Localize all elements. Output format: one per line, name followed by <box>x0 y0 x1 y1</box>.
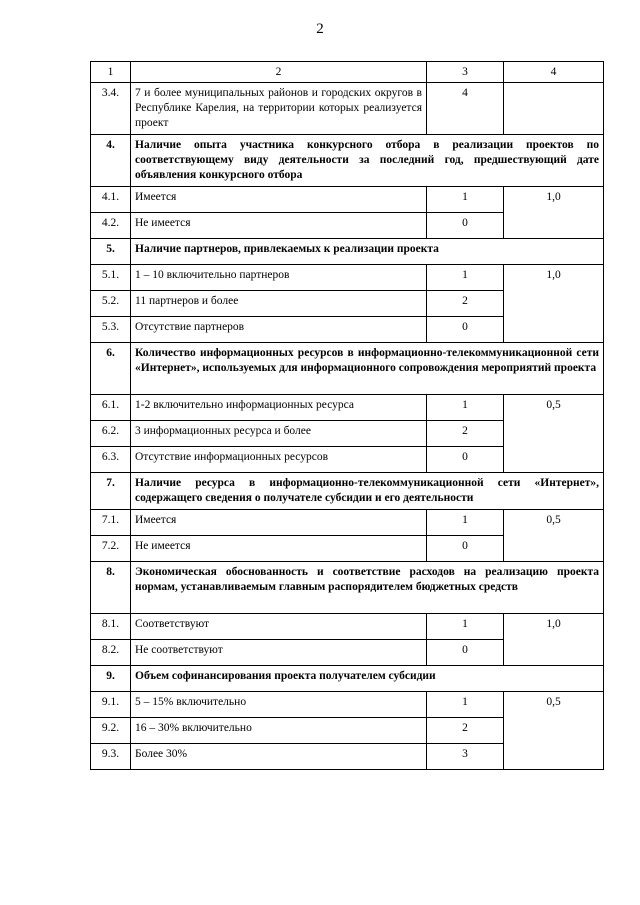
row-number: 5.3. <box>91 317 131 343</box>
section-number: 5. <box>91 239 131 265</box>
table-row <box>91 692 604 718</box>
option-text: 7 и более муниципальных районов и городских округов в Республике Карелия, на территории которых реализуется проект <box>131 83 427 135</box>
table-row <box>91 614 604 640</box>
table-row <box>91 395 604 421</box>
column-header: 2 <box>131 62 427 83</box>
row-number: 9.3. <box>91 744 131 770</box>
section-title: Наличие партнеров, привлекаемых к реализации проекта <box>131 239 604 265</box>
column-header: 4 <box>504 62 604 83</box>
section-row <box>91 666 604 692</box>
option-text: 5 – 15% включительно <box>131 692 427 718</box>
row-number: 7.2. <box>91 536 131 562</box>
option-text: Не соответствуют <box>131 640 427 666</box>
option-text: 1 – 10 включительно партнеров <box>131 265 427 291</box>
option-score: 1 <box>427 187 504 213</box>
option-text: Имеется <box>131 187 427 213</box>
section-number: 6. <box>91 343 131 395</box>
section-row <box>91 135 604 187</box>
row-number: 5.2. <box>91 291 131 317</box>
row-number: 9.1. <box>91 692 131 718</box>
criteria-table <box>90 61 604 770</box>
option-score: 0 <box>427 640 504 666</box>
weight-cell: 0,5 <box>504 692 604 770</box>
weight-cell: 1,0 <box>504 614 604 666</box>
option-text: 1-2 включительно информационных ресурса <box>131 395 427 421</box>
weight-cell: 1,0 <box>504 265 604 343</box>
section-number: 8. <box>91 562 131 614</box>
option-text: Не имеется <box>131 213 427 239</box>
table-row <box>91 83 604 135</box>
table-header-row <box>91 62 604 83</box>
column-header: 3 <box>427 62 504 83</box>
row-number: 9.2. <box>91 718 131 744</box>
section-title: Наличие ресурса в информационно-телекоммуникационной сети «Интернет», содержащего сведения о получателе субсидии и его деятельности <box>131 473 604 510</box>
row-number: 4.1. <box>91 187 131 213</box>
table-row <box>91 510 604 536</box>
option-text: Имеется <box>131 510 427 536</box>
option-text: 16 – 30% включительно <box>131 718 427 744</box>
option-score: 4 <box>427 83 504 135</box>
section-number: 9. <box>91 666 131 692</box>
weight-cell: 0,5 <box>504 510 604 562</box>
weight-cell: 1,0 <box>504 187 604 239</box>
option-score: 2 <box>427 718 504 744</box>
option-score: 2 <box>427 421 504 447</box>
section-title: Наличие опыта участника конкурсного отбора в реализации проектов по соответствующему виду деятельности за последний год, предшествующий дате объявления конкурсного отбора <box>131 135 604 187</box>
option-text: Более 30% <box>131 744 427 770</box>
option-score: 1 <box>427 692 504 718</box>
option-score: 1 <box>427 395 504 421</box>
option-text: Соответствуют <box>131 614 427 640</box>
section-row <box>91 562 604 614</box>
row-number: 6.1. <box>91 395 131 421</box>
option-score: 0 <box>427 213 504 239</box>
row-number: 8.1. <box>91 614 131 640</box>
row-number: 3.4. <box>91 83 131 135</box>
section-row <box>91 343 604 395</box>
option-score: 0 <box>427 536 504 562</box>
row-number: 7.1. <box>91 510 131 536</box>
section-number: 4. <box>91 135 131 187</box>
option-score: 1 <box>427 614 504 640</box>
weight-cell: 0,5 <box>504 395 604 473</box>
row-number: 5.1. <box>91 265 131 291</box>
column-header: 1 <box>91 62 131 83</box>
weight-cell <box>504 83 604 135</box>
section-title: Объем софинансирования проекта получателем субсидии <box>131 666 604 692</box>
page-number: 2 <box>316 21 324 37</box>
option-text: Отсутствие партнеров <box>131 317 427 343</box>
section-number: 7. <box>91 473 131 510</box>
option-score: 2 <box>427 291 504 317</box>
row-number: 4.2. <box>91 213 131 239</box>
option-score: 1 <box>427 265 504 291</box>
option-text: Отсутствие информационных ресурсов <box>131 447 427 473</box>
row-number: 6.3. <box>91 447 131 473</box>
option-score: 0 <box>427 447 504 473</box>
section-row <box>91 473 604 510</box>
option-text: 11 партнеров и более <box>131 291 427 317</box>
section-row <box>91 239 604 265</box>
section-title: Экономическая обоснованность и соответствие расходов на реализацию проекта нормам, устанавливаемым главным распорядителем бюджетных средств <box>131 562 604 614</box>
row-number: 8.2. <box>91 640 131 666</box>
row-number: 6.2. <box>91 421 131 447</box>
option-score: 3 <box>427 744 504 770</box>
option-score: 0 <box>427 317 504 343</box>
option-text: 3 информационных ресурса и более <box>131 421 427 447</box>
option-text: Не имеется <box>131 536 427 562</box>
table-row <box>91 265 604 291</box>
section-title: Количество информационных ресурсов в информационно-телекоммуникационной сети «Интернет», используемых для информационного сопровождения мероприятий проекта <box>131 343 604 395</box>
table-row <box>91 187 604 213</box>
option-score: 1 <box>427 510 504 536</box>
